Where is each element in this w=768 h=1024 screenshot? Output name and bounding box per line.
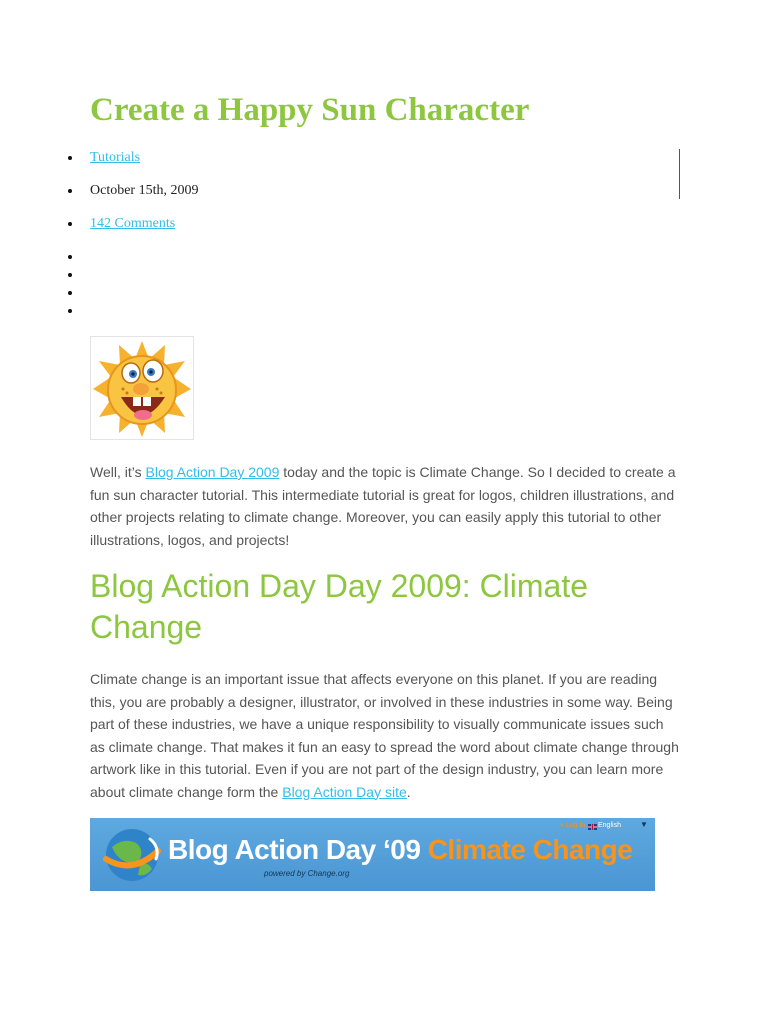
article-title: Create a Happy Sun Character — [90, 92, 530, 128]
intro-text-end: today and the topic is Climate Change. So I decided to create a fun sun character tutorial. This intermediate tutorial is great for logos, children illustrations, and other projects relating to climate change. Moreover, you can easily apply this tutorial to other illustrations, logos, and projects! — [90, 464, 676, 548]
banner-login-link[interactable]: » Log In — [560, 822, 586, 829]
meta-category — [90, 148, 198, 181]
body-text-end: . — [406, 783, 411, 800]
vertical-divider — [679, 149, 680, 199]
banner-powered-by: powered by Change.org — [264, 869, 350, 878]
post-date: October 15th, 2009 — [90, 183, 199, 198]
body-paragraph — [90, 668, 680, 803]
uk-flag-icon — [588, 824, 597, 830]
post-meta-list — [90, 148, 198, 247]
body-text: Climate change is an important issue that affects everyone on this planet. If you are reading this, you are probably a designer, illustrator, or involved in these industries in some way. Being part of these industries, we have a unique responsibility to visually communicate issues such as climate change. That makes it fun an easy to spread the word about climate change through artwork like in this tutorial. Even if you are not part of the design industry, you can learn more about climate change form the — [90, 671, 679, 800]
banner-title — [168, 834, 632, 866]
blog-action-day-site-link[interactable]: Blog Action Day site — [282, 783, 407, 800]
sun-character-icon — [91, 337, 193, 439]
globe-icon — [102, 825, 162, 885]
banner-title-main: Blog Action Day ‘09 — [168, 834, 421, 865]
intro-paragraph — [90, 461, 680, 551]
intro-text-start: Well, it’s — [90, 464, 146, 480]
comments-link[interactable]: 142 Comments — [90, 216, 176, 231]
blog-action-day-link[interactable]: Blog Action Day 2009 — [145, 464, 280, 480]
blog-action-day-banner[interactable] — [90, 818, 655, 891]
category-link[interactable]: Tutorials — [90, 150, 141, 165]
meta-date — [90, 181, 198, 214]
meta-comments — [90, 214, 198, 247]
sun-character-thumbnail[interactable] — [90, 336, 194, 440]
section-heading: Blog Action Day Day 2009: Climate Change — [90, 568, 589, 645]
caret-down-icon[interactable]: ▼ — [640, 820, 648, 829]
banner-language-select[interactable]: English — [598, 822, 621, 829]
banner-title-accent: Climate Change — [427, 834, 633, 865]
